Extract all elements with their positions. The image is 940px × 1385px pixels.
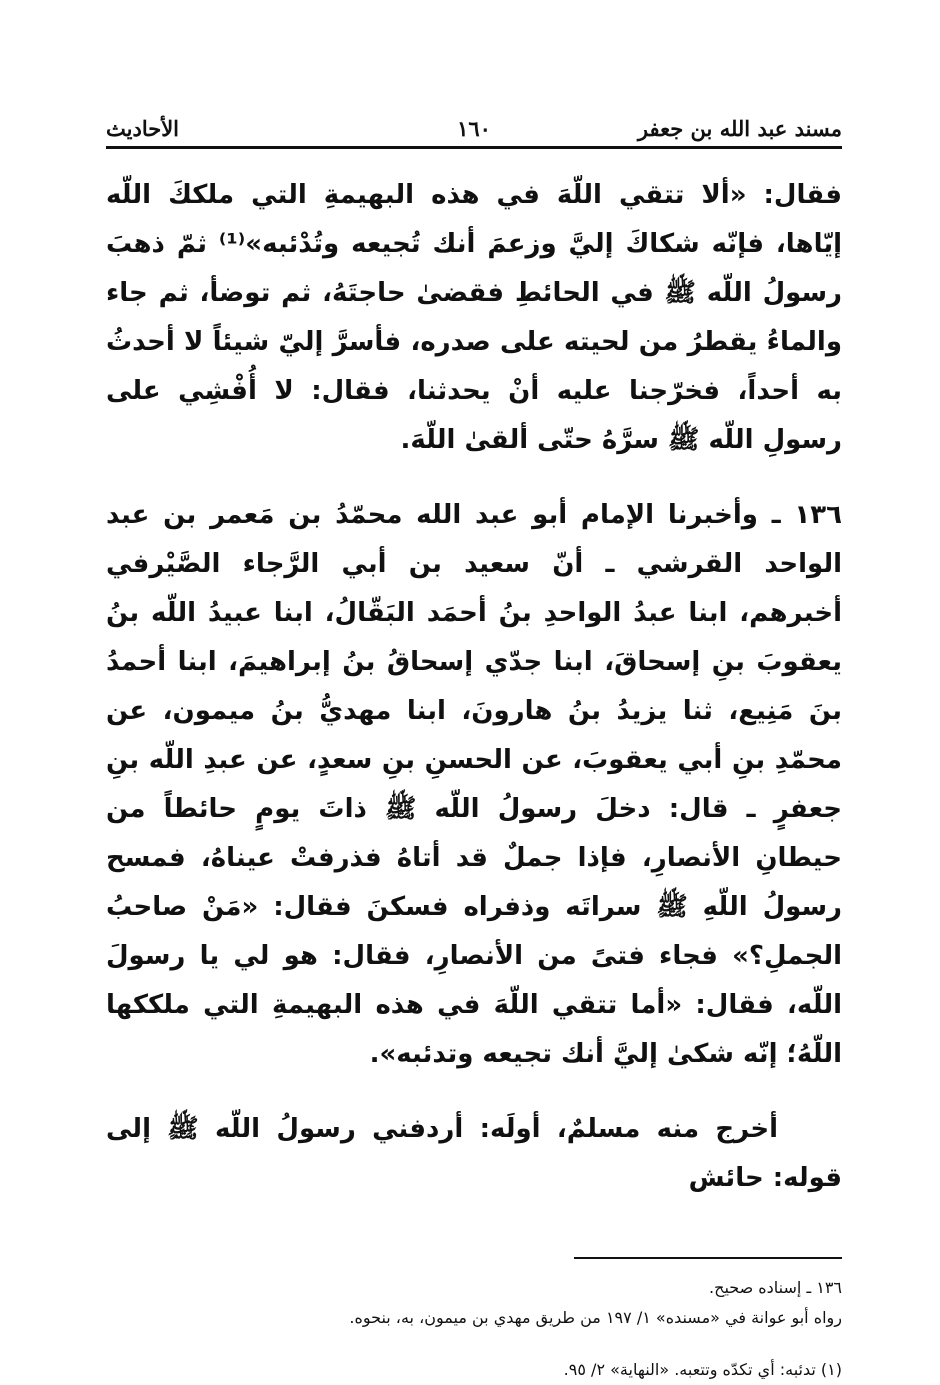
running-header [106,112,842,146]
hadith-continuation-paragraph: فقال: «ألا تتقي اللّهَ في هذه البهيمةِ التي ملككَ اللّه إيّاها، فإنّه شكاكَ إليَّ وزعمَ أنك تُجيعه وتُدْئبه»⁽¹⁾ ثمّ ذهبَ رسولُ اللّه ﷺ في الحائطِ فقضىٰ حاجتَهُ، ثم توضأ، ثم جاء والماءُ يقطرُ من لحيته على صدره، فأسرَّ إليّ شيئاً لا أحدثُ به أحداً، فخرّجنا عليه أنْ يحدثنا، فقال: لا أُفْشِي على رسولِ اللّه ﷺ سرَّهُ حتّى ألقىٰ اللّهَ. [106,180,843,455]
footnotes [106,1273,842,1385]
hadith-136-paragraph: ١٣٦ ـ وأخبرنا الإمام أبو عبد الله محمّدُ بن مَعمر بن عبد الواحد القرشي ـ أنّ سعيد بن أبي الرَّجاء الصَّيْرفي أخبرهم، ابنا عبدُ الواحدِ بنُ أحمَد البَقّالُ، ابنا عبيدُ اللّه بنُ يعقوبَ بنِ إسحاقَ، ابنا جدّي إسحاقُ بنُ إبراهيمَ، ابنا أحمدُ بنَ مَنِيع، ثنا يزيدُ بنُ هارونَ، ابنا مهديُّ بنُ ميمون، عن محمّدِ بنِ أبي يعقوبَ، عن الحسنِ بنِ سعدٍ، عن عبدِ اللّه بنِ جعفرٍ ـ قال: دخلَ رسولُ اللّه ﷺ ذاتَ يومٍ حائطاً من حيطانِ الأنصارِ، فإذا جملٌ قد أتاهُ فذرفتْ عيناهُ، فمسح رسولُ اللّهِ ﷺ سراتَه وذفراه فسكنَ فقال: «مَنْ صاحبُ الجملِ؟» فجاء فتىً من الأنصارِ، فقال: هو لي يا رسولَ اللّه، فقال: «أما تتقي اللّهَ في هذه البهيمةِ التي ملككها اللّهُ؛ إنّه شكىٰ إليَّ أنك تجيعه وتدئبه». [106,500,842,1069]
section-title: الأحاديث [106,116,180,141]
footnote-1: (١) تدئبه: أي تكدّه وتتعبه. «النهاية» ٢/ ٩٥. [563,1360,842,1379]
footnote-grading: ١٣٦ ـ إسناده صحيح. [709,1278,842,1297]
book-title: مسند عبد الله بن جعفر [637,116,842,141]
header-rule [106,146,842,149]
page-number: ١٦٠ [457,116,491,141]
footnote-source: رواه أبو عوانة في «مسنده» ١/ ١٩٧ من طريق مهدي بن ميمون، به، بنحوه. [349,1308,842,1327]
footnote-separator [574,1257,842,1259]
page [106,112,842,1385]
takhrij-paragraph: أخرج منه مسلمٌ، أولَه: أردفني رسولُ اللّه ﷺ إلى قوله: حائش [106,1114,842,1193]
